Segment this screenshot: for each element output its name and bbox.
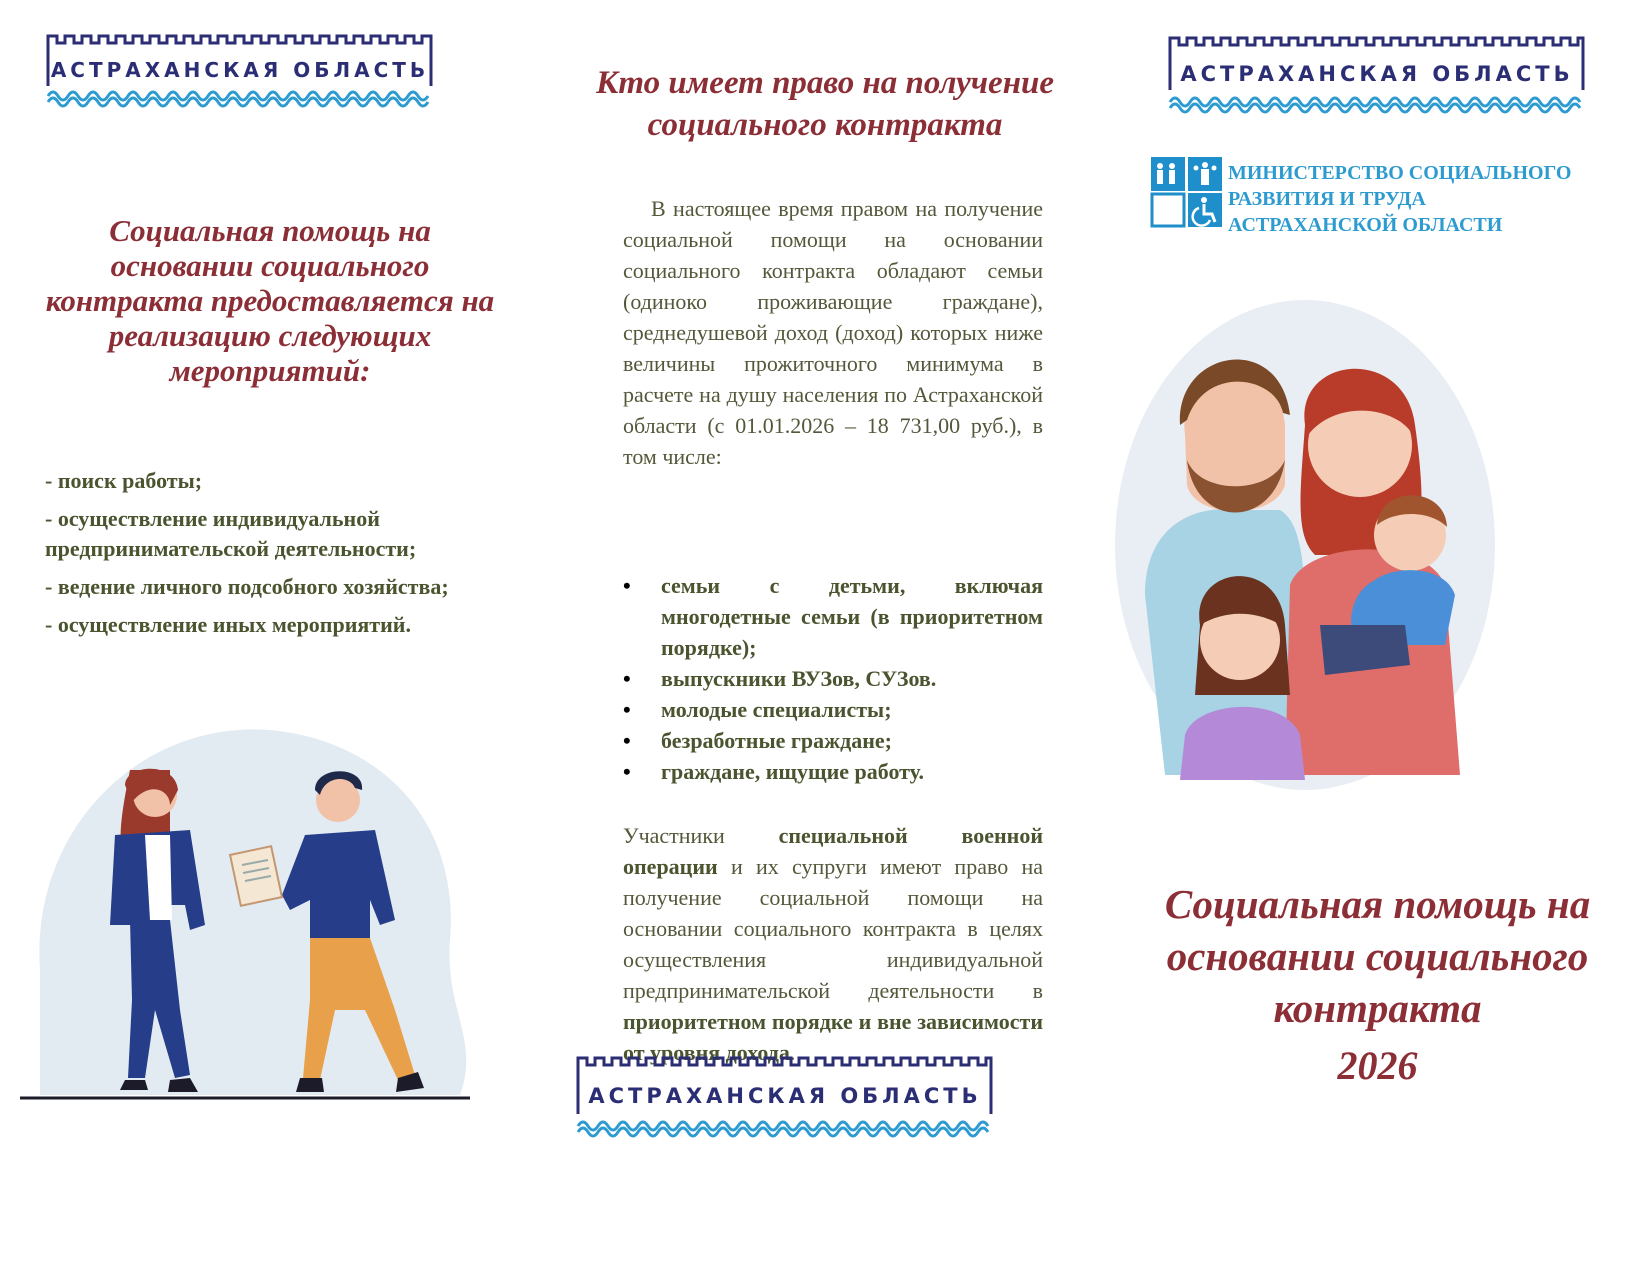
eligibility-intro: В настоящее время правом на получение социальной помощи на основании социального контракта обладают семьи (одиноко проживающие граждане), среднедушевой доход (доход) которых ниже величины прожиточного минимума в расчете на душу населения по Астраханской области (с 01.01.2026 – 18 731,00 руб.), в том числе: xyxy=(623,196,1043,469)
middle-panel xyxy=(545,0,1105,1275)
list-item: • граждане, ищущие работу. xyxy=(661,756,1043,787)
eligible-categories-list xyxy=(623,570,1043,787)
region-logo-text: АСТРАХАНСКАЯ ОБЛАСТЬ xyxy=(1180,62,1574,86)
region-logo-text: АСТРАХАНСКАЯ ОБЛАСТЬ xyxy=(588,1084,982,1108)
list-item: • выпускники ВУЗов, СУЗов. xyxy=(661,663,1043,694)
middle-heading: Кто имеет право на получение социального контракта xyxy=(595,65,1055,143)
list-item: - осуществление иных мероприятий. xyxy=(45,612,411,637)
region-logo xyxy=(575,1052,995,1142)
ministry-logo xyxy=(1150,160,1645,240)
left-heading: Социальная помощь на основании социального контракта предоставляется на реализацию следующих мероприятий: xyxy=(45,213,495,388)
right-panel xyxy=(1105,0,1650,1275)
left-panel xyxy=(0,0,545,1275)
region-logo xyxy=(45,30,435,110)
list-item: - поиск работы; xyxy=(45,468,203,493)
region-logo xyxy=(1167,32,1587,117)
brochure-title: Социальная помощь на основании социального контракта xyxy=(1164,881,1591,1031)
region-logo-text: АСТРАХАНСКАЯ ОБЛАСТЬ xyxy=(50,58,430,82)
activities-list xyxy=(45,466,515,648)
ministry-name: МИНИСТЕРСТВО СОЦИАЛЬНОГО РАЗВИТИЯ И ТРУДА АСТРАХАНСКОЙ ОБЛАСТИ xyxy=(1228,162,1572,236)
ministry-emblem-icon xyxy=(1150,156,1224,228)
brochure-year: 2026 xyxy=(1337,1043,1418,1088)
family-illustration xyxy=(1105,295,1505,805)
consultation-illustration xyxy=(20,710,500,1110)
list-item: • семьи с детьми, включая многодетные семьи (в приоритетном порядке); xyxy=(661,570,1043,663)
list-item: • безработные граждане; xyxy=(661,725,1043,756)
svo-paragraph: Участники специальной военной операции и их супруги имеют право на получение социальной помощи на основании социального контракта в целях осуществления индивидуальной предпринимательской деятельности в приоритетном порядке и вне зависимости от уровня дохода. xyxy=(623,823,1043,1065)
list-item: • молодые специалисты; xyxy=(661,694,1043,725)
list-item: - осуществление индивидуальной предпринимательской деятельности; xyxy=(45,506,417,561)
list-item: - ведение личного подсобного хозяйства; xyxy=(45,574,449,599)
